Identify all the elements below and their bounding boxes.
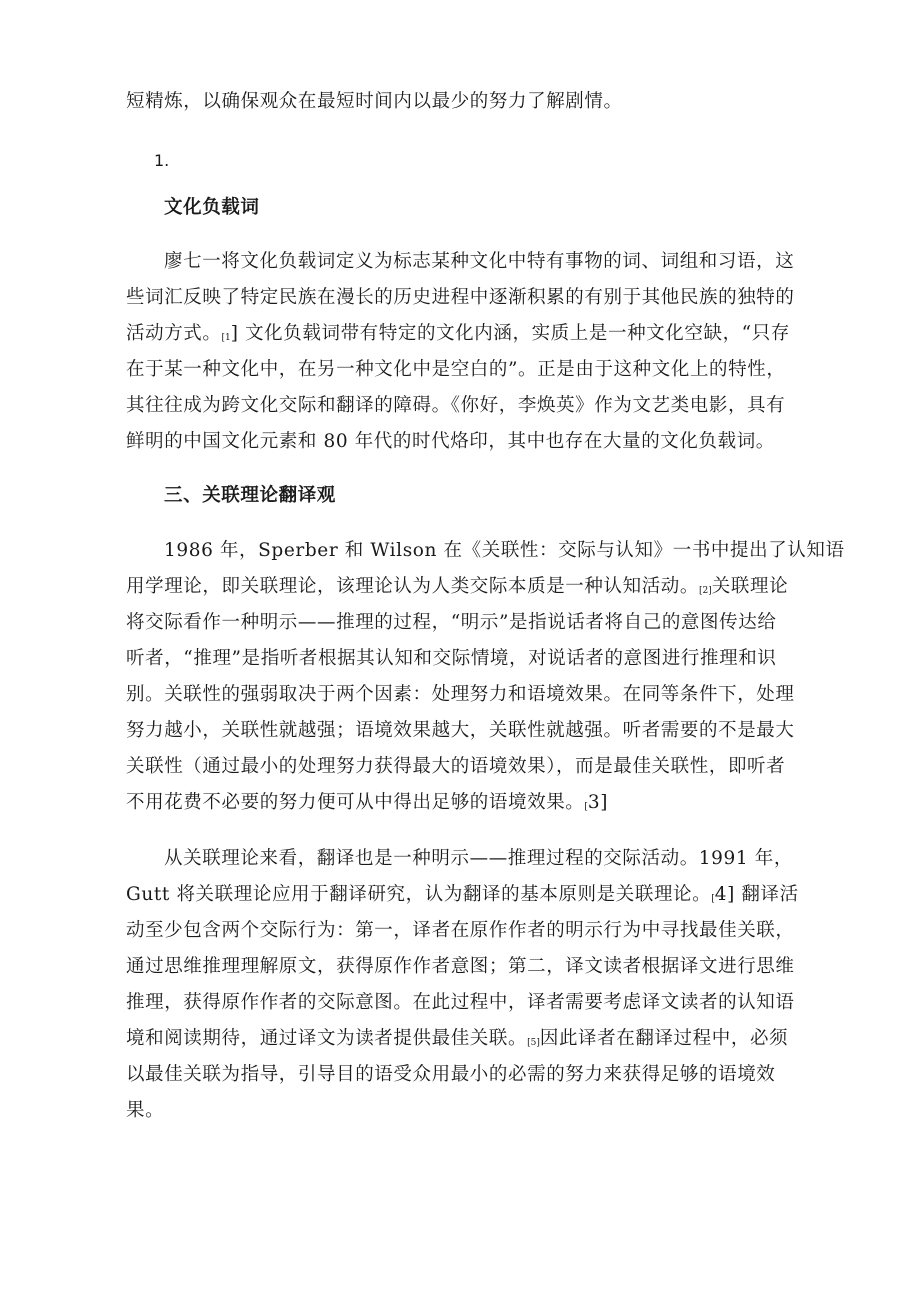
text-segment: 从关联理论来看，翻译也是一种明示——推理过程的交际活动。1991 年， <box>164 848 793 869</box>
paragraph-line <box>126 358 785 382</box>
citation-marker: [5] <box>527 1038 540 1048</box>
text-segment: 4] 翻译活 <box>714 884 799 905</box>
text-segment: 关联理论 <box>711 576 789 597</box>
text-segment: 3] <box>587 792 609 813</box>
paragraph-line <box>126 575 788 602</box>
text-segment: 关联性（通过最小的处理努力获得最大的语境效果），而是最佳关联性，即听者 <box>126 756 786 777</box>
text-segment: 境和阅读期待，通过译文为读者提供最佳关联。 <box>126 1028 528 1049</box>
paragraph-line <box>126 955 795 979</box>
text-segment: 活动方式。 <box>126 323 222 344</box>
paragraph-line <box>126 991 795 1015</box>
text-segment: 果。 <box>126 1100 165 1121</box>
paragraph-line <box>126 647 776 671</box>
paragraph-line <box>126 1063 775 1087</box>
paragraph-line <box>164 847 793 871</box>
text-segment: 将交际看作一种明示——推理的过程，“明示”是指说话者将自己的意图传达给 <box>126 612 777 633</box>
text-segment: 动至少包含两个交际行为：第一，译者在原作作者的明示行为中寻找最佳关联， <box>126 920 795 941</box>
paragraph-line <box>126 755 785 779</box>
text-segment: 通过思维推理理解原文，获得原作作者意图；第二，译文读者根据译文进行思维 <box>126 956 795 977</box>
text-segment: 鲜明的中国文化元素和 80 年代的时代烙印，其中也存在大量的文化负载词。 <box>126 431 775 452</box>
text-segment: 短精炼，以确保观众在最短时间内以最少的努力了解剧情。 <box>126 91 623 112</box>
paragraph-line <box>126 719 795 743</box>
text-segment: 三、关联理论翻译观 <box>164 485 336 506</box>
paragraph-line <box>126 611 776 635</box>
paragraph-line <box>164 539 845 563</box>
text-segment: 1. <box>154 151 170 170</box>
paragraph-line <box>126 791 608 818</box>
paragraph-line <box>126 683 795 707</box>
paragraph-line <box>126 883 799 910</box>
paragraph-line <box>126 1099 164 1123</box>
text-segment: 些词汇反映了特定民族在漫长的历史进程中逐渐积累的有别于其他民族的独特的 <box>126 287 795 308</box>
text-segment: 不用花费不必要的努力便可从中得出足够的语境效果。 <box>126 792 585 813</box>
citation-marker: [ <box>711 894 715 904</box>
paragraph-line <box>126 394 785 418</box>
citation-marker: [ <box>584 802 588 812</box>
text-segment: 听者，“推理”是指听者根据其认知和交际情境，对说话者的意图进行推理和识 <box>126 648 777 669</box>
text-segment: 因此译者在翻译过程中，必须 <box>539 1028 789 1049</box>
paragraph-line <box>126 90 623 114</box>
citation-marker: [1 <box>221 333 231 343</box>
paragraph-line <box>126 286 795 310</box>
text-segment: 在于某一种文化中，在另一种文化中是空白的”。正是由于这种文化上的特性， <box>126 359 786 380</box>
paragraph-line <box>126 1027 788 1054</box>
text-segment: 用学理论，即关联理论，该理论认为人类交际本质是一种认知活动。 <box>126 576 700 597</box>
text-segment: 推理，获得原作作者的交际意图。在此过程中，译者需要考虑译文读者的认知语 <box>126 992 795 1013</box>
paragraph-line <box>164 250 794 274</box>
text-segment: 1986 年，Sperber 和 Wilson 在《关联性：交际与认知》一书中提出了认知语 <box>164 540 845 561</box>
section-heading <box>164 196 260 220</box>
citation-marker: [2] <box>699 586 712 596</box>
text-segment: 其往往成为跨文化交际和翻译的障碍。《你好，李焕英》作为文艺类电影，具有 <box>126 395 786 416</box>
section-heading <box>164 484 336 508</box>
paragraph-line <box>126 322 790 349</box>
text-segment: Gutt 将关联理论应用于翻译研究，认为翻译的基本原则是关联理论。 <box>126 884 712 905</box>
text-segment: 文化负载词 <box>164 197 260 218</box>
text-segment: 努力越小，关联性就越强；语境效果越大，关联性就越强。听者需要的不是最大 <box>126 720 795 741</box>
paragraph-line <box>126 919 795 943</box>
list-number <box>154 149 169 173</box>
text-segment: 以最佳关联为指导，引导目的语受众用最小的必需的努力来获得足够的语境效 <box>126 1064 776 1085</box>
paragraph-line <box>126 430 775 454</box>
text-segment: 别。关联性的强弱取决于两个因素：处理努力和语境效果。在同等条件下，处理 <box>126 684 795 705</box>
text-segment: ] 文化负载词带有特定的文化内涵，实质上是一种文化空缺，“只存 <box>230 323 790 344</box>
text-segment: 廖七一将文化负载词定义为标志某种文化中特有事物的词、词组和习语，这 <box>164 251 795 272</box>
